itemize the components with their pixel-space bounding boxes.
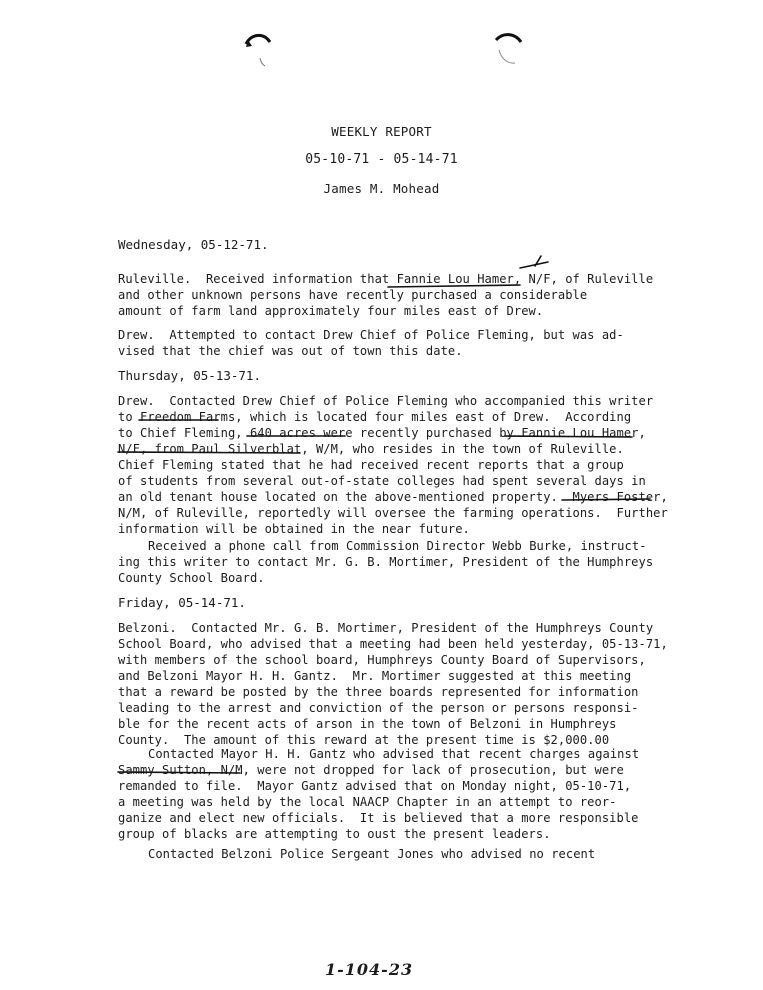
text-line: remanded to file. Mayor Gantz advised that on Monday night, 05-10-71, — [118, 779, 632, 793]
entry-date-friday: Friday, 05-14-71. — [118, 595, 246, 610]
text-line: a meeting was held by the local NAACP Chapter in an attempt to reor- — [118, 795, 617, 809]
text-line: County School Board. — [118, 571, 265, 585]
text-line: that a reward be posted by the three boards represented for information — [118, 685, 639, 699]
text-line: to Freedom Farms, which is located four miles east of Drew. According — [118, 410, 632, 424]
text-line: Ruleville. Received information that Fannie Lou Hamer, N/F, of Ruleville — [118, 272, 654, 286]
text-line: N/M, of Ruleville, reportedly will oversee the farming operations. Further — [118, 506, 668, 520]
text-line: vised that the chief was out of town this date. — [118, 344, 463, 358]
text-line: N/F, from Paul Silverblat, W/M, who resides in the town of Ruleville. — [118, 442, 624, 456]
text-line: Contacted Belzoni Police Sergeant Jones who advised no recent — [148, 847, 596, 861]
entry-date-wednesday: Wednesday, 05-12-71. — [118, 237, 269, 252]
text-line: information will be obtained in the near future. — [118, 522, 470, 536]
text-line: Chief Fleming stated that he had received recent reports that a group — [118, 458, 624, 472]
report-title: WEEKLY REPORT — [331, 124, 432, 139]
text-line: ble for the recent acts of arson in the town of Belzoni in Humphreys — [118, 717, 617, 731]
text-line: an old tenant house located on the above-mentioned property. Myers Foster, — [118, 490, 668, 504]
text-line: Drew. Attempted to contact Drew Chief of Police Fleming, but was ad- — [118, 328, 624, 342]
entry-date-thursday: Thursday, 05-13-71. — [118, 368, 261, 383]
text-line: School Board, who advised that a meeting had been held yesterday, 05-13-71, — [118, 637, 668, 651]
text-line: to Chief Fleming, 640 acres were recently purchased by Fannie Lou Hamer, — [118, 426, 646, 440]
text-line: with members of the school board, Humphreys County Board of Supervisors, — [118, 653, 646, 667]
text-line: leading to the arrest and conviction of the person or persons responsi- — [118, 701, 639, 715]
report-period: 05-10-71 - 05-14-71 — [305, 152, 458, 167]
text-line: ganize and elect new officials. It is believed that a more responsible — [118, 811, 639, 825]
text-line: Drew. Contacted Drew Chief of Police Fleming who accompanied this writer — [118, 394, 654, 408]
text-line: and other unknown persons have recently purchased a considerable — [118, 288, 588, 302]
text-line: Contacted Mayor H. H. Gantz who advised that recent charges against — [148, 747, 640, 761]
report-author: James M. Mohead — [323, 181, 440, 196]
text-line: amount of farm land approximately four miles east of Drew. — [118, 304, 544, 318]
text-line: Sammy Sutton, N/M, were not dropped for lack of prosecution, but were — [118, 763, 624, 777]
text-line: County. The amount of this reward at the present time is $2,000.00 — [118, 733, 610, 747]
text-line: ing this writer to contact Mr. G. B. Mortimer, President of the Humphreys — [118, 555, 654, 569]
text-line: group of blacks are attempting to oust the present leaders. — [118, 827, 551, 841]
text-line: Received a phone call from Commission Director Webb Burke, instruct- — [148, 539, 647, 553]
text-line: of students from several out-of-state colleges had spent several days in — [118, 474, 646, 488]
text-line: and Belzoni Mayor H. H. Gantz. Mr. Mortimer suggested at this meeting — [118, 669, 632, 683]
document-stamp: 1-104-23 — [325, 960, 414, 979]
text-line: Belzoni. Contacted Mr. G. B. Mortimer, President of the Humphreys County — [118, 621, 654, 635]
